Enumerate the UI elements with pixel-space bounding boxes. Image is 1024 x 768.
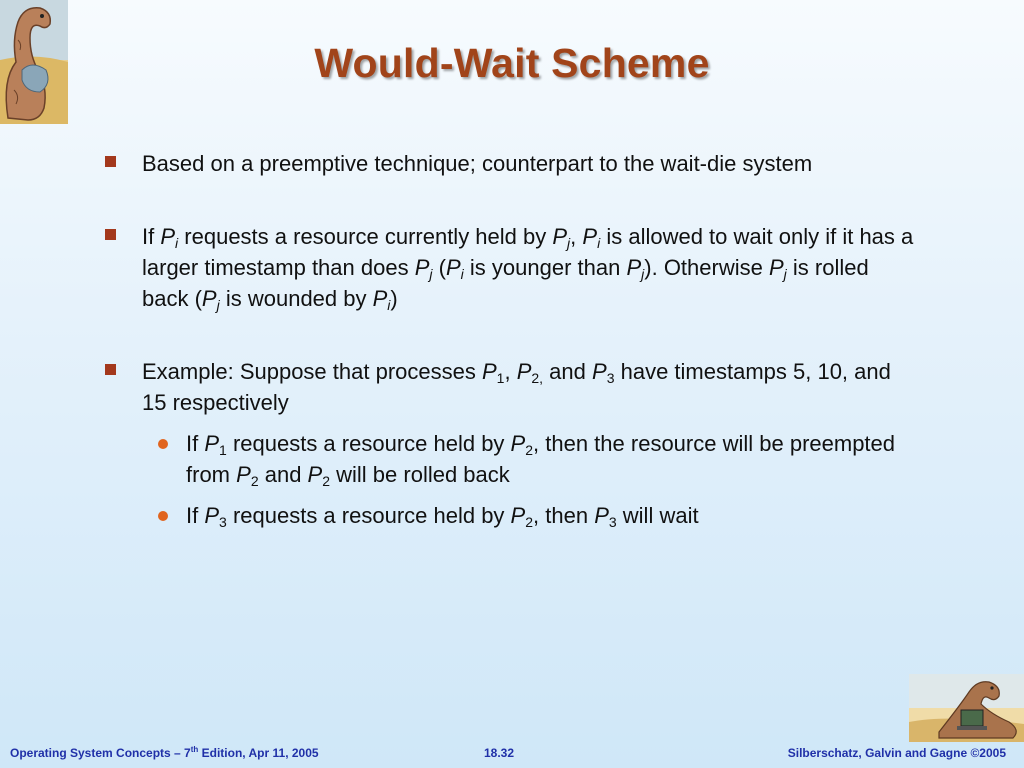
square-bullet-icon [105, 156, 116, 167]
sub-bullet-text: If $P_3$ requests a resource held by $P_2$, then $P_3$ will wait [186, 503, 699, 530]
footer-authors: Silberschatz, Galvin and Gagne ©2005 [787, 746, 1006, 760]
footer-slide-number: 18.32 [484, 746, 515, 760]
dinosaur-laptop-icon [909, 674, 1024, 742]
bullet-text: If $P_i$ requests a resource currently held by $P_j$, $P_i$ is allowed to wait only if it has a larger timestamp than does $P_j$ ($P_i$ is younger than $P_j$). Otherwise $P_j$ is rolled back ($P_j$ is wounded by $P_i$) [142, 224, 914, 313]
square-bullet-icon [105, 364, 116, 375]
sub-bullet-item [142, 500, 914, 531]
footer-course-info: Operating System Concepts – 7th Edition, Apr 11, 2005 [10, 745, 319, 760]
square-bullet-icon [105, 229, 116, 240]
bullet-item [104, 221, 914, 314]
sub-bullet-list [142, 428, 914, 531]
slide-title: Would-Wait Scheme [314, 40, 710, 86]
round-bullet-icon [158, 511, 168, 521]
bullet-text: Example: Suppose that processes $P_1$, $P_{2,}$ and $P_3$ have timestamps 5, 10, and 15 respectively [142, 359, 891, 415]
round-bullet-icon [158, 439, 168, 449]
bullet-item [104, 148, 914, 179]
bullet-item [104, 356, 914, 531]
bullet-text: Based on a preemptive technique; counterpart to the wait-die system [142, 151, 813, 176]
bullet-list [104, 148, 914, 573]
sub-bullet-item [142, 428, 914, 490]
sub-bullet-text: If $P_1$ requests a resource held by $P_2$, then the resource will be preempted from $P_2$ and $P_2$ will be rolled back [186, 431, 896, 489]
